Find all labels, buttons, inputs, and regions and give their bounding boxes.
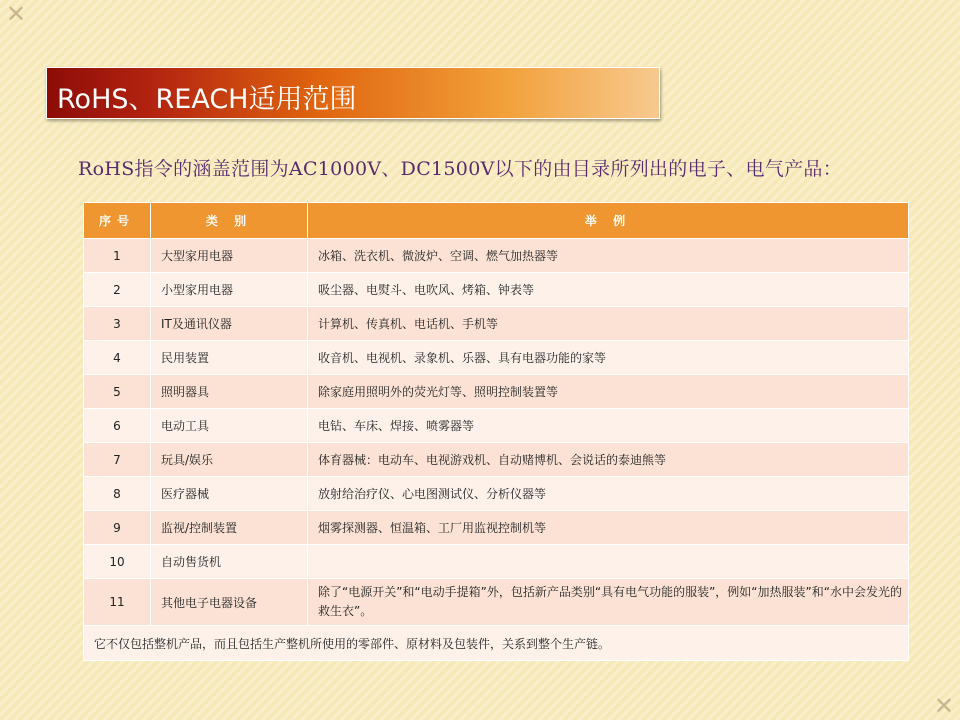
row-example: 电钻、车床、焊接、喷雾器等 [308, 409, 909, 443]
row-no: 2 [84, 273, 151, 307]
row-example [308, 545, 909, 579]
row-no: 9 [84, 511, 151, 545]
row-category: 玩具/娱乐 [151, 443, 308, 477]
row-category: 自动售货机 [151, 545, 308, 579]
row-category: 电动工具 [151, 409, 308, 443]
row-category: IT及通讯仪器 [151, 307, 308, 341]
slide-title: RoHS、REACH适用范围 [57, 84, 357, 115]
row-category: 大型家用电器 [151, 239, 308, 273]
table-row [84, 511, 909, 545]
row-example: 放射给治疗仪、心电图测试仪、分析仪器等 [308, 477, 909, 511]
row-no: 4 [84, 341, 151, 375]
row-no: 6 [84, 409, 151, 443]
header-no: 序号 [84, 203, 151, 239]
row-no: 8 [84, 477, 151, 511]
table-footer-row [84, 626, 909, 661]
header-example: 举 例 [308, 203, 909, 239]
corner-decoration-top-left: ✕ [6, 0, 27, 28]
row-no: 5 [84, 375, 151, 409]
row-example: 除了“电源开关”和“电动手提箱”外，包括新产品类别“具有电气功能的服装”，例如“加热服装”和“水中会发光的救生衣”。 [308, 579, 909, 626]
row-no: 7 [84, 443, 151, 477]
row-no: 10 [84, 545, 151, 579]
row-category: 其他电子电器设备 [151, 579, 308, 626]
table-row [84, 375, 909, 409]
table-row [84, 273, 909, 307]
row-example: 计算机、传真机、电话机、手机等 [308, 307, 909, 341]
row-category: 医疗器械 [151, 477, 308, 511]
table-row [84, 307, 909, 341]
row-no: 1 [84, 239, 151, 273]
row-no: 3 [84, 307, 151, 341]
table-row [84, 409, 909, 443]
table-row [84, 341, 909, 375]
row-no: 11 [84, 579, 151, 626]
row-category: 照明器具 [151, 375, 308, 409]
table-row [84, 239, 909, 273]
row-example: 体育器械：电动车、电视游戏机、自动赌博机、会说话的泰迪熊等 [308, 443, 909, 477]
table-header-row [84, 203, 909, 239]
scope-statement: RoHS指令的涵盖范围为AC1000V、DC1500V以下的由目录所列出的电子、电气产品： [78, 158, 843, 180]
row-category: 监视/控制装置 [151, 511, 308, 545]
table-row [84, 579, 909, 626]
scope-table [83, 202, 909, 661]
table-row [84, 545, 909, 579]
header-category: 类 别 [151, 203, 308, 239]
corner-decoration-bottom-right: ✕ [933, 692, 954, 720]
table-row [84, 443, 909, 477]
title-banner [46, 67, 660, 119]
row-category: 民用装置 [151, 341, 308, 375]
row-example: 吸尘器、电熨斗、电吹风、烤箱、钟表等 [308, 273, 909, 307]
row-example: 除家庭用照明外的荧光灯等、照明控制装置等 [308, 375, 909, 409]
row-example: 烟雾探测器、恒温箱、工厂用监视控制机等 [308, 511, 909, 545]
table-footnote: 它不仅包括整机产品，而且包括生产整机所使用的零部件、原材料及包装件，关系到整个生产链。 [84, 626, 909, 661]
row-example: 冰箱、洗衣机、微波炉、空调、燃气加热器等 [308, 239, 909, 273]
row-example: 收音机、电视机、录象机、乐器、具有电器功能的家等 [308, 341, 909, 375]
table-row [84, 477, 909, 511]
row-category: 小型家用电器 [151, 273, 308, 307]
